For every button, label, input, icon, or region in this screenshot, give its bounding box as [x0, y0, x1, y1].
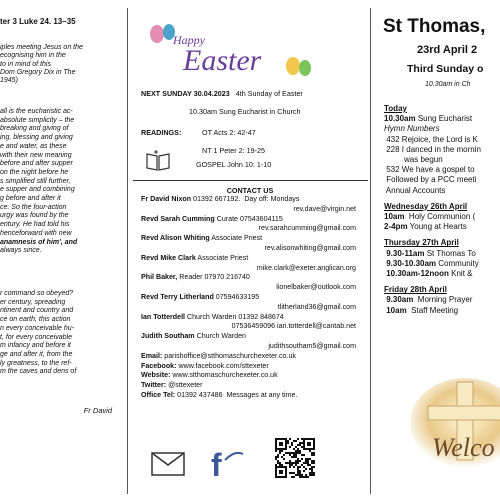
readings-label: READINGS: [141, 128, 182, 137]
schedule-item [384, 165, 481, 175]
reflection-line: er century, spreading [0, 298, 66, 306]
schedule-text: Morning Prayer [413, 295, 473, 305]
contacts-list [141, 195, 366, 401]
reflection-line: absolute simplicity – the [0, 116, 75, 124]
schedule-day-heading: Today [384, 104, 407, 113]
schedule-time: 2-4pm [384, 222, 408, 232]
service-line: 10.30am Sung Eucharist in Church [189, 107, 301, 116]
contact-line: 07536459096 ian.totterdell@cantab.net [231, 322, 356, 331]
reflection-line: anamnesis of him', and [0, 238, 78, 246]
schedule-text: 228 I danced in the mornin [384, 144, 481, 154]
schedule-item [384, 145, 481, 155]
happy-text: Happy [173, 33, 205, 47]
next-sunday-detail: 4th Sunday of Easter [235, 89, 303, 98]
contact-line [141, 313, 366, 323]
schedule-item [384, 306, 481, 316]
contact-detail: Associate Priest [209, 234, 263, 243]
reflection-line: ce. So the four-action [0, 203, 67, 211]
contact-label: Revd Mike Clark [141, 253, 196, 262]
column-divider [370, 8, 371, 494]
schedule-time: 10am [384, 212, 405, 222]
schedule-time: 10.30am [384, 114, 416, 124]
middle-column [133, 0, 368, 500]
contact-label: Website: [141, 371, 171, 380]
reflection-line: e and water, as these [0, 142, 67, 150]
contact-detail: @sttexeter [166, 381, 203, 390]
schedule-time: 9.30am [384, 295, 414, 305]
reflection-line: t, for every conceivable [0, 333, 72, 341]
contact-line: mike.clark@exeter.anglican.org [256, 263, 356, 272]
contact-line [141, 391, 366, 401]
schedule-text: 432 Rejoice, the Lord is K [384, 134, 478, 144]
schedule-subheading: Hymn Numbers [384, 124, 440, 134]
reflection-line: henceforward with new [0, 229, 72, 237]
contact-detail: Church Warden 01392 848674 [185, 312, 284, 321]
reflection-line: m infancy and before it [0, 342, 71, 350]
schedule-item [384, 212, 481, 222]
schedule-day-heading: Friday 28th April [384, 285, 447, 295]
intro-line: ecognising him in the [0, 52, 66, 60]
reflection-line: g before and after it [0, 195, 61, 203]
schedule-text: Community [436, 258, 479, 268]
schedule-time: 9.30-10.30am [384, 258, 437, 268]
contact-line [141, 362, 366, 372]
schedule-text: Followed by a PCC meeti [384, 175, 477, 185]
reading-ot: OT Acts 2: 42-47 [202, 128, 256, 137]
contact-line [141, 195, 366, 205]
intro-line: 1945) [0, 77, 18, 85]
contact-label: Ian Totterdell [141, 312, 186, 321]
qr-code-icon [275, 438, 315, 478]
column-divider [127, 8, 128, 494]
contact-detail: www.facebook.com/sttexeter [176, 361, 269, 370]
schedule-item [384, 249, 481, 259]
egg-icon [299, 60, 311, 76]
reflection-paragraph-1 [0, 108, 110, 256]
schedule-day-heading: Wednesday 26th April [384, 201, 468, 211]
contact-line [141, 381, 366, 391]
reflection-line: all is the eucharistic ac- [0, 108, 73, 115]
reflection-line: urgy was found by the [0, 212, 69, 220]
reflection-line: ly greatness, to the ref- [0, 359, 72, 367]
reflection-line: breaking and giving of [0, 125, 69, 133]
right-column [375, 0, 500, 500]
scripture-reference: ter 3 Luke 24. 13–35 [0, 17, 76, 26]
schedule-text: was begun [384, 155, 443, 165]
reflection-line: n every conceivable hu- [0, 324, 74, 332]
svg-text:f: f [211, 447, 222, 478]
contact-label: Email: [141, 351, 163, 360]
schedule-item [384, 222, 481, 232]
contact-line: rev.dave@virgin.net [293, 204, 356, 213]
left-column [0, 0, 122, 500]
schedule-time: 10.30am-12noon [384, 269, 449, 279]
contacts-title: CONTACT US [226, 186, 274, 195]
schedule-time: 10am [384, 305, 407, 315]
schedule-time: 9.30-11am [384, 248, 425, 258]
contact-detail: Church Warden [194, 332, 246, 341]
sunday-name: Third Sunday o [407, 63, 484, 75]
date: 23rd April 2 [417, 44, 478, 56]
contact-detail: Curate 07543604115 [214, 214, 283, 223]
contact-line: rev.sarahcumming@gmail.com [258, 224, 356, 233]
reading-gospel: GOSPEL John 10: 1-10 [196, 160, 272, 169]
schedule-item [384, 259, 481, 269]
contact-label: Judith Southam [141, 332, 195, 341]
reflection-line: before and after supper [0, 160, 73, 168]
contact-line [141, 293, 366, 303]
schedule-text: Staff Meeting [406, 305, 459, 315]
book-icon [145, 148, 171, 172]
contact-detail: 07594633195 [213, 292, 260, 301]
contact-line [141, 371, 366, 381]
contact-line: tlitherland36@gmail.com [277, 302, 356, 311]
contact-line [141, 352, 366, 362]
envelope-icon [151, 452, 185, 476]
schedule-item [384, 269, 481, 279]
contact-label: Facebook: [141, 361, 177, 370]
contact-label: Office Tel: [141, 390, 176, 399]
schedule-text: Young at Hearts [407, 222, 467, 232]
schedule-day-heading: Thursday 27th April [384, 238, 459, 248]
schedule-text: Holy Communion ( [404, 212, 476, 222]
reflection-line: ce on earth, this action [0, 316, 71, 324]
reflection-line: ing, blessing and giving [0, 134, 73, 142]
contact-line [141, 215, 366, 225]
contact-line [141, 273, 366, 283]
schedule-item [384, 155, 481, 165]
facebook-icon [205, 446, 245, 478]
schedule-item [384, 135, 481, 145]
schedule-item [384, 124, 481, 134]
intro-line: iples meeting Jesus on the [0, 44, 83, 51]
reading-nt: NT 1 Peter 2: 19-25 [202, 146, 265, 155]
church-title: St Thomas, [383, 16, 486, 37]
section-divider [133, 180, 368, 181]
reflection-line: e supper and combining [0, 186, 75, 194]
schedule-text: Sung Eucharist [415, 114, 473, 124]
contact-detail: 01392 667192. Day off: Mondays [191, 195, 300, 203]
reflection-line: entury. He had told his [0, 221, 70, 229]
reflection-line: on the night before he [0, 168, 69, 176]
reflection-line: ge and after it, from the [0, 350, 73, 358]
contact-detail: Reader 07970 216740 [177, 273, 250, 282]
contact-detail: 01392 437486 Messages at any time. [175, 390, 298, 399]
easter-text: Easter [183, 44, 262, 77]
contact-label: Phil Baker, [141, 273, 178, 282]
schedule-item [384, 114, 481, 124]
schedule-text: St Thomas To [424, 248, 476, 258]
reflection-line: s simplified still further, [0, 177, 71, 185]
happy-easter-banner [143, 22, 317, 82]
schedule-text: Knit & [448, 269, 473, 279]
contact-line: rev.alisonwhiting@gmail.com [264, 243, 356, 252]
welcome-text: Welco [432, 433, 495, 462]
icon-row [133, 438, 367, 480]
contact-line: lionelbaker@outlook.com [276, 283, 356, 292]
contact-line [141, 332, 366, 342]
reflection-line: m the caves and dens of [0, 368, 77, 376]
contact-line: judithsoutham5@gmail.com [268, 341, 356, 350]
intro-line: Dom Gregory Dix in The [0, 68, 76, 76]
reflection-line: with their new meaning [0, 151, 72, 159]
reflection-line: r command so obeyed? [0, 290, 74, 297]
signature: Fr David [83, 406, 112, 415]
contact-detail: Associate Priest [195, 253, 249, 262]
egg-icon [286, 57, 300, 75]
contact-line [141, 234, 366, 244]
reflection-line: always since. [0, 247, 42, 255]
schedule [384, 104, 481, 316]
reflection-paragraph-2 [0, 290, 110, 377]
intro-line: to in mind of this [0, 60, 51, 68]
schedule-text: Annual Accounts [384, 185, 446, 195]
contact-detail: parishoffice@stthomaschurchexeter.co.uk [162, 351, 296, 360]
contact-detail: www.stthomaschurchexeter.co.uk [170, 371, 278, 380]
schedule-text: 532 We have a gospel to [384, 165, 475, 175]
next-sunday-date: NEXT SUNDAY 30.04.2023 [141, 89, 230, 98]
schedule-item [384, 186, 481, 196]
schedule-item [384, 175, 481, 185]
contact-label: Fr David Nixon [141, 195, 192, 203]
egg-icon [150, 25, 164, 43]
welcome-graphic [410, 378, 500, 488]
contact-line [141, 254, 366, 264]
schedule-item [384, 295, 481, 305]
contact-label: Revd Terry Litherland [141, 292, 214, 301]
contact-label: Revd Alison Whiting [141, 234, 210, 243]
intro-text [0, 44, 108, 85]
contact-label: Revd Sarah Cumming [141, 214, 215, 223]
next-sunday [141, 89, 303, 99]
reflection-line: ntinent and country and [0, 307, 74, 315]
contact-label: Twitter: [141, 381, 167, 390]
service-time: 10.30am in Ch [425, 81, 471, 88]
